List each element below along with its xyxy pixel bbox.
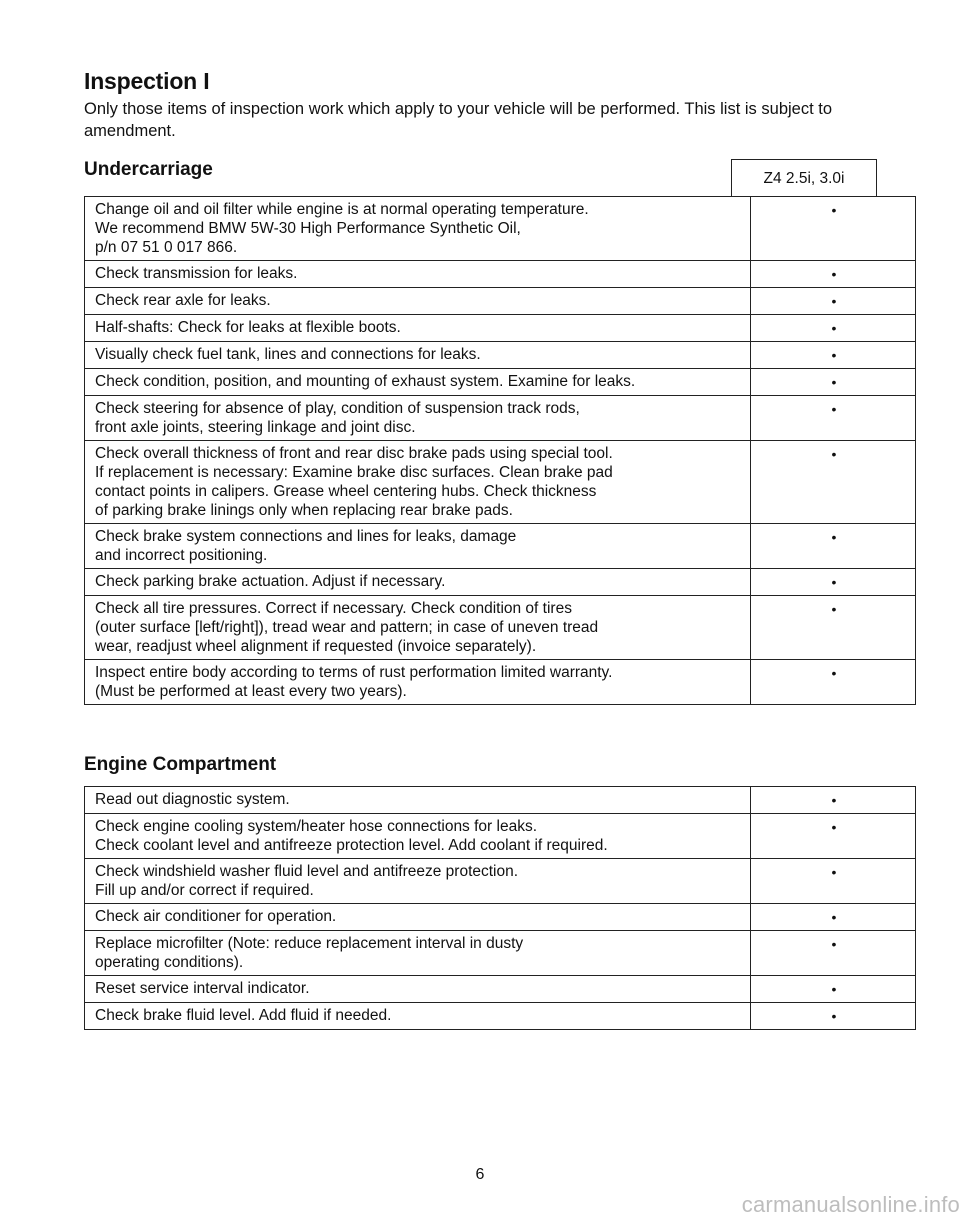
undercarriage-item-text: Check rear axle for leaks. — [85, 288, 751, 315]
undercarriage-table — [84, 196, 916, 705]
undercarriage-item-bullet: • — [751, 197, 916, 261]
undercarriage-item-text: Inspect entire body according to terms of rust performation limited warranty. (Must be performed at least every two years). — [85, 660, 751, 705]
undercarriage-row — [85, 315, 916, 342]
engine-item-text: Read out diagnostic system. — [85, 787, 751, 814]
undercarriage-item-text: Half-shafts: Check for leaks at flexible boots. — [85, 315, 751, 342]
undercarriage-item-bullet: • — [751, 288, 916, 315]
undercarriage-row — [85, 396, 916, 441]
undercarriage-row — [85, 596, 916, 660]
undercarriage-row — [85, 441, 916, 524]
undercarriage-item-bullet: • — [751, 524, 916, 569]
engine-row — [85, 976, 916, 1003]
engine-item-text: Reset service interval indicator. — [85, 976, 751, 1003]
engine-item-bullet: • — [751, 1003, 916, 1030]
engine-row — [85, 904, 916, 931]
undercarriage-item-text: Check parking brake actuation. Adjust if necessary. — [85, 569, 751, 596]
model-column-header: Z4 2.5i, 3.0i — [731, 159, 877, 197]
engine-row — [85, 931, 916, 976]
undercarriage-item-text: Check overall thickness of front and rear disc brake pads using special tool. If replacement is necessary: Examine brake disc surfaces. Clean brake pad contact points in calipers. Grease wheel centering hubs. Check thickness of parking brake linings only when replacing rear brake pads. — [85, 441, 751, 524]
engine-item-bullet: • — [751, 904, 916, 931]
undercarriage-row — [85, 569, 916, 596]
undercarriage-item-bullet: • — [751, 569, 916, 596]
undercarriage-item-bullet: • — [751, 660, 916, 705]
undercarriage-item-text: Visually check fuel tank, lines and connections for leaks. — [85, 342, 751, 369]
undercarriage-row — [85, 288, 916, 315]
undercarriage-row — [85, 524, 916, 569]
engine-item-bullet: • — [751, 859, 916, 904]
engine-item-bullet: • — [751, 976, 916, 1003]
engine-item-text: Check windshield washer fluid level and antifreeze protection. Fill up and/or correct if required. — [85, 859, 751, 904]
engine-row — [85, 1003, 916, 1030]
engine-compartment-table — [84, 786, 916, 1030]
undercarriage-item-bullet: • — [751, 596, 916, 660]
undercarriage-item-text: Check transmission for leaks. — [85, 261, 751, 288]
undercarriage-row — [85, 342, 916, 369]
engine-row — [85, 859, 916, 904]
engine-item-bullet: • — [751, 787, 916, 814]
engine-item-text: Check air conditioner for operation. — [85, 904, 751, 931]
undercarriage-item-text: Check condition, position, and mounting of exhaust system. Examine for leaks. — [85, 369, 751, 396]
undercarriage-heading: Undercarriage — [84, 159, 213, 180]
undercarriage-item-text: Check all tire pressures. Correct if necessary. Check condition of tires (outer surface [left/right]), tread wear and pattern; in case of uneven tread wear, readjust wheel alignment if requested (invoice separately). — [85, 596, 751, 660]
undercarriage-item-bullet: • — [751, 369, 916, 396]
engine-item-text: Check brake fluid level. Add fluid if needed. — [85, 1003, 751, 1030]
undercarriage-item-bullet: • — [751, 315, 916, 342]
undercarriage-row — [85, 197, 916, 261]
undercarriage-item-text: Change oil and oil filter while engine is at normal operating temperature. We recommend BMW 5W-30 High Performance Synthetic Oil, p/n 07 51 0 017 866. — [85, 197, 751, 261]
watermark: carmanualsonline.info — [741, 1192, 960, 1217]
undercarriage-row — [85, 660, 916, 705]
undercarriage-item-text: Check brake system connections and lines for leaks, damage and incorrect positioning. — [85, 524, 751, 569]
engine-item-bullet: • — [751, 931, 916, 976]
intro-text: Only those items of inspection work which apply to your vehicle will be performed. This list is subject to amendment. — [84, 100, 833, 140]
undercarriage-row — [85, 369, 916, 396]
undercarriage-item-text: Check steering for absence of play, condition of suspension track rods, front axle joints, steering linkage and joint disc. — [85, 396, 751, 441]
undercarriage-item-bullet: • — [751, 396, 916, 441]
engine-item-text: Replace microfilter (Note: reduce replacement interval in dusty operating conditions). — [85, 931, 751, 976]
page-title: Inspection I — [84, 68, 210, 94]
engine-item-bullet: • — [751, 814, 916, 859]
undercarriage-row — [85, 261, 916, 288]
page-number: 6 — [475, 1166, 485, 1183]
engine-item-text: Check engine cooling system/heater hose connections for leaks. Check coolant level and antifreeze protection level. Add coolant if required. — [85, 814, 751, 859]
engine-row — [85, 787, 916, 814]
undercarriage-item-bullet: • — [751, 342, 916, 369]
undercarriage-item-bullet: • — [751, 441, 916, 524]
engine-compartment-heading: Engine Compartment — [84, 754, 277, 775]
undercarriage-item-bullet: • — [751, 261, 916, 288]
engine-row — [85, 814, 916, 859]
